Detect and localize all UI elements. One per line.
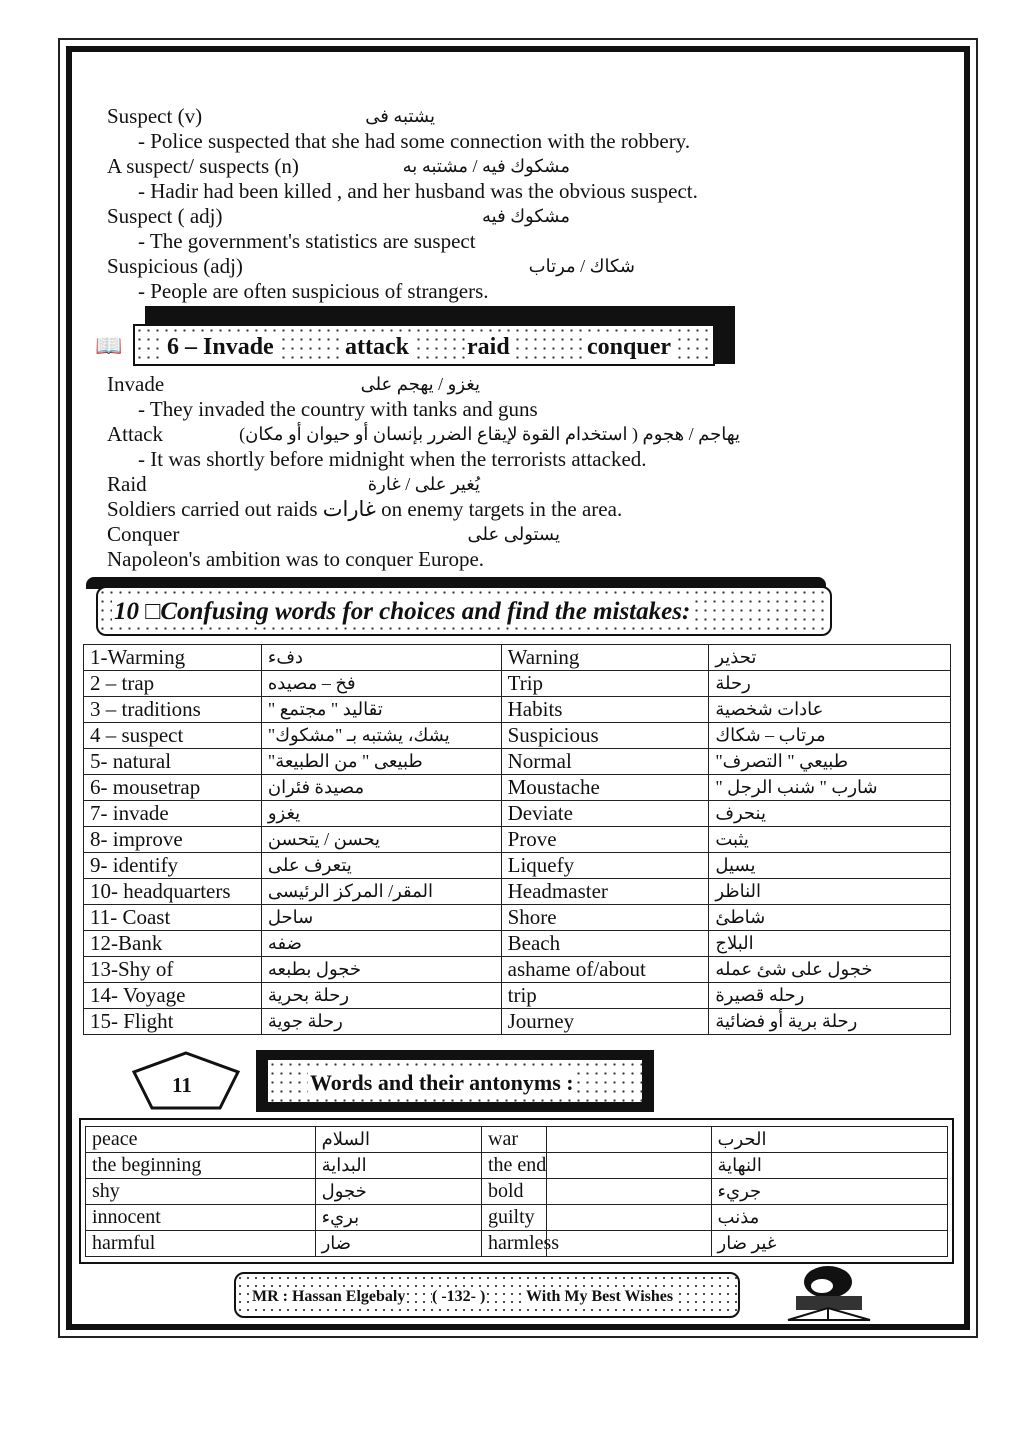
antonym-en-cell: harmless xyxy=(482,1231,712,1257)
term-invade-ar: يغزو / يهجم على xyxy=(360,374,480,394)
word-ar-cell: تقاليد " مجتمع " xyxy=(261,697,501,723)
word-en-cell: 11- Coast xyxy=(84,905,262,931)
confused-word-ar-cell: الناظر xyxy=(709,879,951,905)
table-row xyxy=(84,983,951,1009)
antonyms-table-left xyxy=(85,1126,547,1257)
confused-word-en-cell: Warning xyxy=(501,645,709,671)
confusing-words-table xyxy=(83,644,951,1035)
table-row xyxy=(84,931,951,957)
term-raid: Raid xyxy=(107,472,147,496)
footer-author: MR : Hassan Elgebaly xyxy=(252,1288,406,1305)
confused-word-ar-cell: شاطئ xyxy=(709,905,951,931)
term-suspicious-adj-ar: شكاك / مرتاب xyxy=(528,256,635,276)
confused-word-ar-cell: رحله قصيرة xyxy=(709,983,951,1009)
word-en-cell: 1-Warming xyxy=(84,645,262,671)
antonym-en-cell: bold xyxy=(482,1179,712,1205)
word-ar-cell: المقر/ المركز الرئيسى xyxy=(261,879,501,905)
confused-word-en-cell: Liquefy xyxy=(501,853,709,879)
confused-word-en-cell: Normal xyxy=(501,749,709,775)
antonym-ar-cell: جريء xyxy=(711,1179,947,1205)
confused-word-ar-cell: ينحرف xyxy=(709,801,951,827)
antonym-en-cell: the end xyxy=(482,1153,712,1179)
word-en-cell: 12-Bank xyxy=(84,931,262,957)
term-conquer: Conquer xyxy=(107,522,180,546)
confused-word-en-cell: trip xyxy=(501,983,709,1009)
antonym-en-cell: war xyxy=(482,1127,712,1153)
term-attack: Attack xyxy=(107,422,163,446)
table-row xyxy=(84,723,951,749)
table-row xyxy=(482,1179,948,1205)
confused-word-en-cell: Journey xyxy=(501,1009,709,1035)
confused-word-ar-cell: طبيعي " التصرف" xyxy=(709,749,951,775)
table-row xyxy=(84,645,951,671)
word-ar-cell: دفء xyxy=(261,645,501,671)
example-line: Napoleon's ambition was to conquer Europe. xyxy=(107,547,485,571)
word-ar-cell: يحسن / يتحسن xyxy=(261,827,501,853)
banner6-word: attack xyxy=(345,334,409,360)
term-invade: Invade xyxy=(107,372,165,396)
confused-word-ar-cell: مرتاب – شكاك xyxy=(709,723,951,749)
word-ar-cell: ضفه xyxy=(261,931,501,957)
word-ar-cell: بريء xyxy=(315,1205,546,1231)
term-suspect-v-ar: يشتبه فى xyxy=(365,106,435,126)
term-suspect-n: A suspect/ suspects (n) xyxy=(107,154,299,178)
confused-word-ar-cell: البلاج xyxy=(709,931,951,957)
term-attack-ar: يهاجم / هجوم ( استخدام القوة لإيقاع الضرر بإنسان أو حيوان أو مكان) xyxy=(239,424,740,444)
banner6-word: raid xyxy=(467,334,510,360)
table-row xyxy=(84,827,951,853)
confused-word-ar-cell: يثبت xyxy=(709,827,951,853)
word-ar-cell: يتعرف على xyxy=(261,853,501,879)
table-row xyxy=(86,1153,547,1179)
word-en-cell: 15- Flight xyxy=(84,1009,262,1035)
confused-word-en-cell: Trip xyxy=(501,671,709,697)
footer-page-number: ( -132- ) xyxy=(432,1288,486,1305)
antonym-ar-cell: غير ضار xyxy=(711,1231,947,1257)
example-line: - Police suspected that she had some connection with the robbery. xyxy=(138,129,691,153)
table-row xyxy=(84,697,951,723)
confused-word-en-cell: Moustache xyxy=(501,775,709,801)
confused-word-ar-cell: خجول على شئ عمله xyxy=(709,957,951,983)
confused-word-en-cell: Suspicious xyxy=(501,723,709,749)
word-ar-cell: طبيعى " من الطبيعة" xyxy=(261,749,501,775)
word-en-cell: 2 – trap xyxy=(84,671,262,697)
table-row xyxy=(84,775,951,801)
footer-wishes: With My Best Wishes xyxy=(526,1288,674,1305)
word-ar-cell: مصيدة فئران xyxy=(261,775,501,801)
word-ar-cell: خجول xyxy=(315,1179,546,1205)
example-line: Soldiers carried out raids غارات on enemy targets in the area. xyxy=(107,497,623,521)
word-en-cell: 4 – suspect xyxy=(84,723,262,749)
antonym-ar-cell: النهاية xyxy=(711,1153,947,1179)
confused-word-ar-cell: يسيل xyxy=(709,853,951,879)
table-row xyxy=(84,749,951,775)
term-suspect-adj-ar: مشكوك فيه xyxy=(482,206,570,226)
example-line: - They invaded the country with tanks and guns xyxy=(138,397,538,421)
word-en-cell: 8- improve xyxy=(84,827,262,853)
antonym-en-cell: guilty xyxy=(482,1205,712,1231)
confused-word-en-cell: Headmaster xyxy=(501,879,709,905)
word-ar-cell: رحلة بحرية xyxy=(261,983,501,1009)
reader-figure-icon xyxy=(778,1262,878,1324)
word-en-cell: 5- natural xyxy=(84,749,262,775)
word-en-cell: the beginning xyxy=(86,1153,316,1179)
table-row xyxy=(482,1205,948,1231)
table-row xyxy=(86,1231,547,1257)
banner6 xyxy=(133,324,715,366)
table-row xyxy=(84,879,951,905)
confused-word-ar-cell: رحلة برية أو فضائية xyxy=(709,1009,951,1035)
section11-number: 11 xyxy=(172,1073,192,1097)
table-row xyxy=(482,1153,948,1179)
word-ar-cell: يغزو xyxy=(261,801,501,827)
table-row xyxy=(84,905,951,931)
term-suspicious-adj: Suspicious (adj) xyxy=(107,254,243,278)
word-en-cell: 3 – traditions xyxy=(84,697,262,723)
example-line: - People are often suspicious of strangers. xyxy=(138,279,489,303)
table-row xyxy=(84,801,951,827)
word-ar-cell: خجول بطبعه xyxy=(261,957,501,983)
table-row xyxy=(84,671,951,697)
word-ar-cell: ضار xyxy=(315,1231,546,1257)
word-ar-cell: السلام xyxy=(315,1127,546,1153)
word-en-cell: 10- headquarters xyxy=(84,879,262,905)
footer-box xyxy=(234,1272,740,1318)
table-row xyxy=(86,1179,547,1205)
table-row xyxy=(84,957,951,983)
word-en-cell: 6- mousetrap xyxy=(84,775,262,801)
term-raid-ar: يُغير على / غارة xyxy=(367,474,480,494)
word-ar-cell: يشك، يشتبه بـ "مشكوك" xyxy=(261,723,501,749)
term-suspect-v: Suspect (v) xyxy=(107,104,203,128)
table-row xyxy=(86,1127,547,1153)
word-en-cell: 13-Shy of xyxy=(84,957,262,983)
example-line: - Hadir had been killed , and her husband was the obvious suspect. xyxy=(138,179,698,203)
table-row xyxy=(482,1127,948,1153)
section11-banner xyxy=(266,1058,644,1104)
antonyms-table-right xyxy=(481,1126,948,1257)
word-ar-cell: رحلة جوية xyxy=(261,1009,501,1035)
banner10 xyxy=(96,586,832,636)
term-suspect-n-ar: مشكوك فيه / مشتبه به xyxy=(402,156,570,176)
word-ar-cell: فخ – مصيده xyxy=(261,671,501,697)
banner6-word: 6 – Invade xyxy=(167,334,274,360)
word-en-cell: peace xyxy=(86,1127,316,1153)
antonym-ar-cell: الحرب xyxy=(711,1127,947,1153)
confused-word-en-cell: Prove xyxy=(501,827,709,853)
word-en-cell: shy xyxy=(86,1179,316,1205)
word-en-cell: innocent xyxy=(86,1205,316,1231)
word-en-cell: harmful xyxy=(86,1231,316,1257)
word-en-cell: 14- Voyage xyxy=(84,983,262,1009)
confused-word-en-cell: Habits xyxy=(501,697,709,723)
term-suspect-adj: Suspect ( adj) xyxy=(107,204,223,228)
word-en-cell: 7- invade xyxy=(84,801,262,827)
confused-word-en-cell: Beach xyxy=(501,931,709,957)
confused-word-ar-cell: شارب " شنب الرجل " xyxy=(709,775,951,801)
section11-title: Words and their antonyms : xyxy=(310,1070,574,1095)
table-row xyxy=(84,853,951,879)
example-line: - The government's statistics are suspect xyxy=(138,229,476,253)
table-row xyxy=(482,1231,948,1257)
book-icon: 📖 xyxy=(95,333,123,358)
table-row xyxy=(84,1009,951,1035)
table-row xyxy=(86,1205,547,1231)
confused-word-ar-cell: عادات شخصية xyxy=(709,697,951,723)
confused-word-en-cell: Deviate xyxy=(501,801,709,827)
confused-word-en-cell: ashame of/about xyxy=(501,957,709,983)
confused-word-ar-cell: تحذير xyxy=(709,645,951,671)
example-line: - It was shortly before midnight when the terrorists attacked. xyxy=(138,447,647,471)
banner10-title: 10 □Confusing words for choices and find the mistakes: xyxy=(114,598,691,625)
word-ar-cell: ساحل xyxy=(261,905,501,931)
confused-word-en-cell: Shore xyxy=(501,905,709,931)
confused-word-ar-cell: رحلة xyxy=(709,671,951,697)
term-conquer-ar: يستولى على xyxy=(467,524,560,544)
banner6-word: conquer xyxy=(587,334,671,360)
word-en-cell: 9- identify xyxy=(84,853,262,879)
word-ar-cell: البداية xyxy=(315,1153,546,1179)
antonym-ar-cell: مذنب xyxy=(711,1205,947,1231)
